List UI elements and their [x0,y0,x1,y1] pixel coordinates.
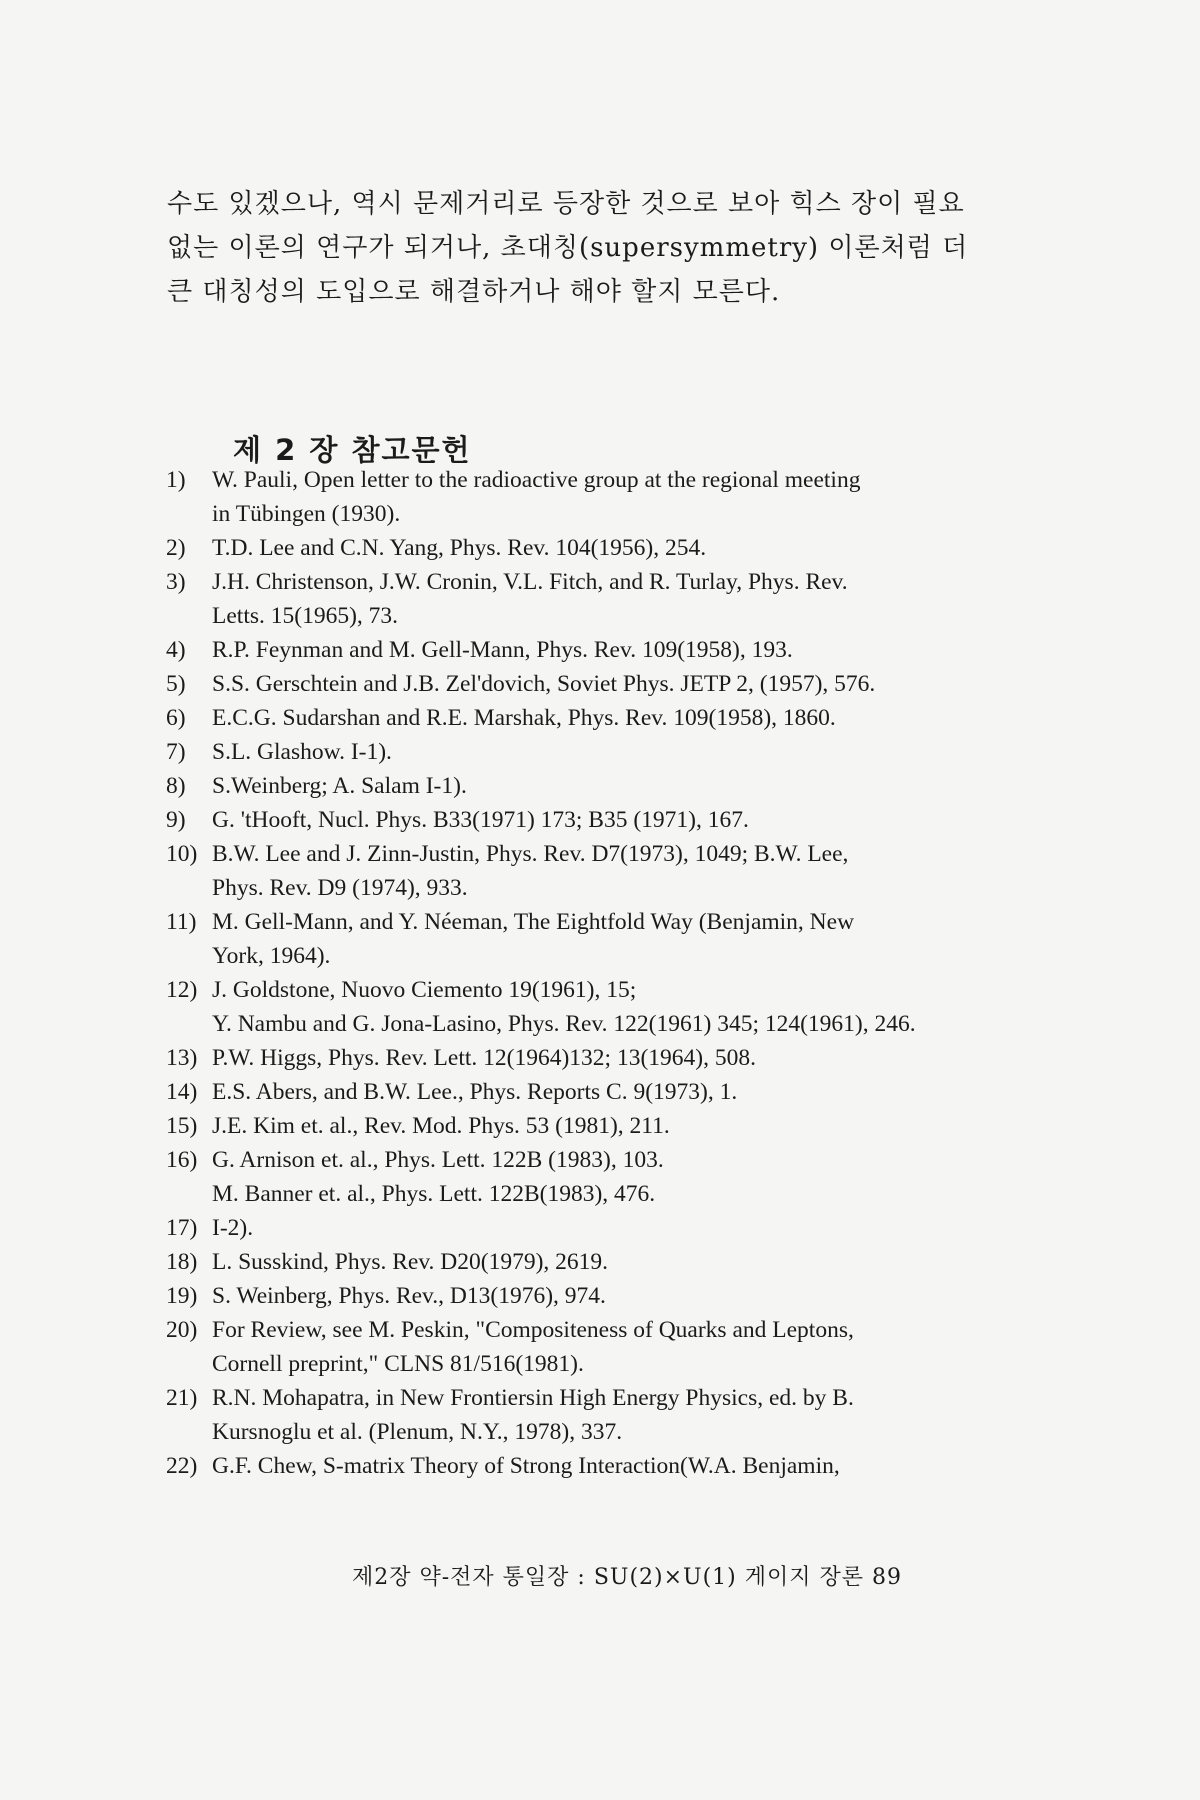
reference-number: 9) [166,807,186,833]
reference-number: 16) [166,1147,198,1173]
reference-line: I-2). [212,1215,254,1241]
reference-line: R.N. Mohapatra, in New Frontiersin High Energy Physics, ed. by B. [212,1385,854,1411]
reference-line: Y. Nambu and G. Jona-Lasino, Phys. Rev. 122(1961) 345; 124(1961), 246. [212,1011,916,1037]
intro-line: 큰 대칭성의 도입으로 해결하거나 해야 할지 모른다. [167,277,781,307]
reference-text [212,565,1006,633]
reference-text [212,973,1006,1041]
reference-text [212,1313,1006,1381]
reference-number: 20) [166,1317,198,1343]
reference-line: Letts. 15(1965), 73. [212,603,399,629]
reference-line: J.E. Kim et. al., Rev. Mod. Phys. 53 (1981), 211. [212,1113,670,1139]
reference-number: 11) [166,909,197,935]
reference-number: 13) [166,1045,198,1071]
reference-item [166,1109,1006,1143]
reference-line: G. Arnison et. al., Phys. Lett. 122B (1983), 103. [212,1147,664,1173]
reference-item [166,769,1006,803]
reference-line: P.W. Higgs, Phys. Rev. Lett. 12(1964)132; 13(1964), 508. [212,1045,756,1071]
reference-line: J. Goldstone, Nuovo Ciemento 19(1961), 15; [212,977,637,1003]
reference-item [166,463,1006,531]
reference-line: G. 'tHooft, Nucl. Phys. B33(1971) 173; B35 (1971), 167. [212,807,749,833]
reference-text [212,531,1006,565]
reference-number: 22) [166,1453,198,1479]
reference-text [212,701,1006,735]
reference-text [212,837,1006,905]
reference-text [212,463,1006,531]
reference-item [166,1075,1006,1109]
intro-line: 없는 이론의 연구가 되거나, 초대칭(supersymmetry) 이론처럼 더 [167,233,969,263]
reference-text [212,1075,1006,1109]
reference-line: E.S. Abers, and B.W. Lee., Phys. Reports C. 9(1973), 1. [212,1079,738,1105]
reference-line: L. Susskind, Phys. Rev. D20(1979), 2619. [212,1249,609,1275]
reference-line: in Tübingen (1930). [212,501,401,527]
reference-number: 3) [166,569,186,595]
reference-line: S.S. Gerschtein and J.B. Zel'dovich, Soviet Phys. JETP 2, (1957), 576. [212,671,876,697]
reference-text [212,1245,1006,1279]
reference-text [212,1211,1006,1245]
reference-number: 6) [166,705,186,731]
reference-text [212,1109,1006,1143]
reference-item [166,1449,1006,1483]
reference-line: Cornell preprint," CLNS 81/516(1981). [212,1351,584,1377]
reference-item [166,633,1006,667]
reference-line: York, 1964). [212,943,331,969]
reference-text [212,1143,1006,1211]
reference-number: 1) [166,467,186,493]
reference-text [212,803,1006,837]
reference-list [166,463,1006,1483]
reference-line: M. Gell-Mann, and Y. Néeman, The Eightfold Way (Benjamin, New [212,909,855,935]
reference-item [166,735,1006,769]
reference-item [166,1143,1006,1211]
reference-line: S.L. Glashow. I-1). [212,739,392,765]
intro-paragraph [167,182,1007,314]
reference-line: T.D. Lee and C.N. Yang, Phys. Rev. 104(1956), 254. [212,535,707,561]
reference-item [166,1211,1006,1245]
reference-line: R.P. Feynman and M. Gell-Mann, Phys. Rev. 109(1958), 193. [212,637,793,663]
reference-number: 8) [166,773,186,799]
reference-item [166,701,1006,735]
reference-number: 18) [166,1249,198,1275]
reference-number: 12) [166,977,198,1003]
chapter-title: 제 2 장 참고문헌 [233,433,472,467]
reference-number: 21) [166,1385,198,1411]
reference-text [212,633,1006,667]
reference-line: Kursnoglu et al. (Plenum, N.Y., 1978), 337. [212,1419,623,1445]
reference-line: S. Weinberg, Phys. Rev., D13(1976), 974. [212,1283,606,1309]
reference-item [166,1041,1006,1075]
reference-item [166,531,1006,565]
reference-item [166,1245,1006,1279]
reference-text [212,769,1006,803]
reference-item [166,1313,1006,1381]
reference-line: M. Banner et. al., Phys. Lett. 122B(1983), 476. [212,1181,656,1207]
reference-number: 4) [166,637,186,663]
reference-item [166,667,1006,701]
reference-line: For Review, see M. Peskin, "Compositeness of Quarks and Leptons, [212,1317,854,1343]
reference-number: 17) [166,1215,198,1241]
reference-number: 14) [166,1079,198,1105]
reference-item [166,1381,1006,1449]
reference-text [212,667,1006,701]
reference-number: 19) [166,1283,198,1309]
reference-line: W. Pauli, Open letter to the radioactive group at the regional meeting [212,467,861,493]
reference-number: 15) [166,1113,198,1139]
reference-line: J.H. Christenson, J.W. Cronin, V.L. Fitch, and R. Turlay, Phys. Rev. [212,569,848,595]
reference-text [212,1041,1006,1075]
reference-line: Phys. Rev. D9 (1974), 933. [212,875,468,901]
reference-item [166,905,1006,973]
reference-item [166,803,1006,837]
reference-number: 7) [166,739,186,765]
reference-line: G.F. Chew, S-matrix Theory of Strong Interaction(W.A. Benjamin, [212,1453,840,1479]
reference-text [212,735,1006,769]
reference-text [212,1449,1006,1483]
reference-line: S.Weinberg; A. Salam I-1). [212,773,467,799]
reference-item [166,837,1006,905]
page-footer: 제2장 약-전자 통일장 : SU(2)×U(1) 게이지 장론 89 [352,1565,902,1590]
reference-item [166,973,1006,1041]
reference-line: B.W. Lee and J. Zinn-Justin, Phys. Rev. D7(1973), 1049; B.W. Lee, [212,841,849,867]
reference-item [166,1279,1006,1313]
reference-line: E.C.G. Sudarshan and R.E. Marshak, Phys. Rev. 109(1958), 1860. [212,705,836,731]
reference-number: 10) [166,841,198,867]
reference-text [212,905,1006,973]
reference-text [212,1381,1006,1449]
intro-line: 수도 있겠으나, 역시 문제거리로 등장한 것으로 보아 힉스 장이 필요 [167,189,965,219]
reference-item [166,565,1006,633]
reference-number: 2) [166,535,186,561]
reference-number: 5) [166,671,186,697]
reference-text [212,1279,1006,1313]
